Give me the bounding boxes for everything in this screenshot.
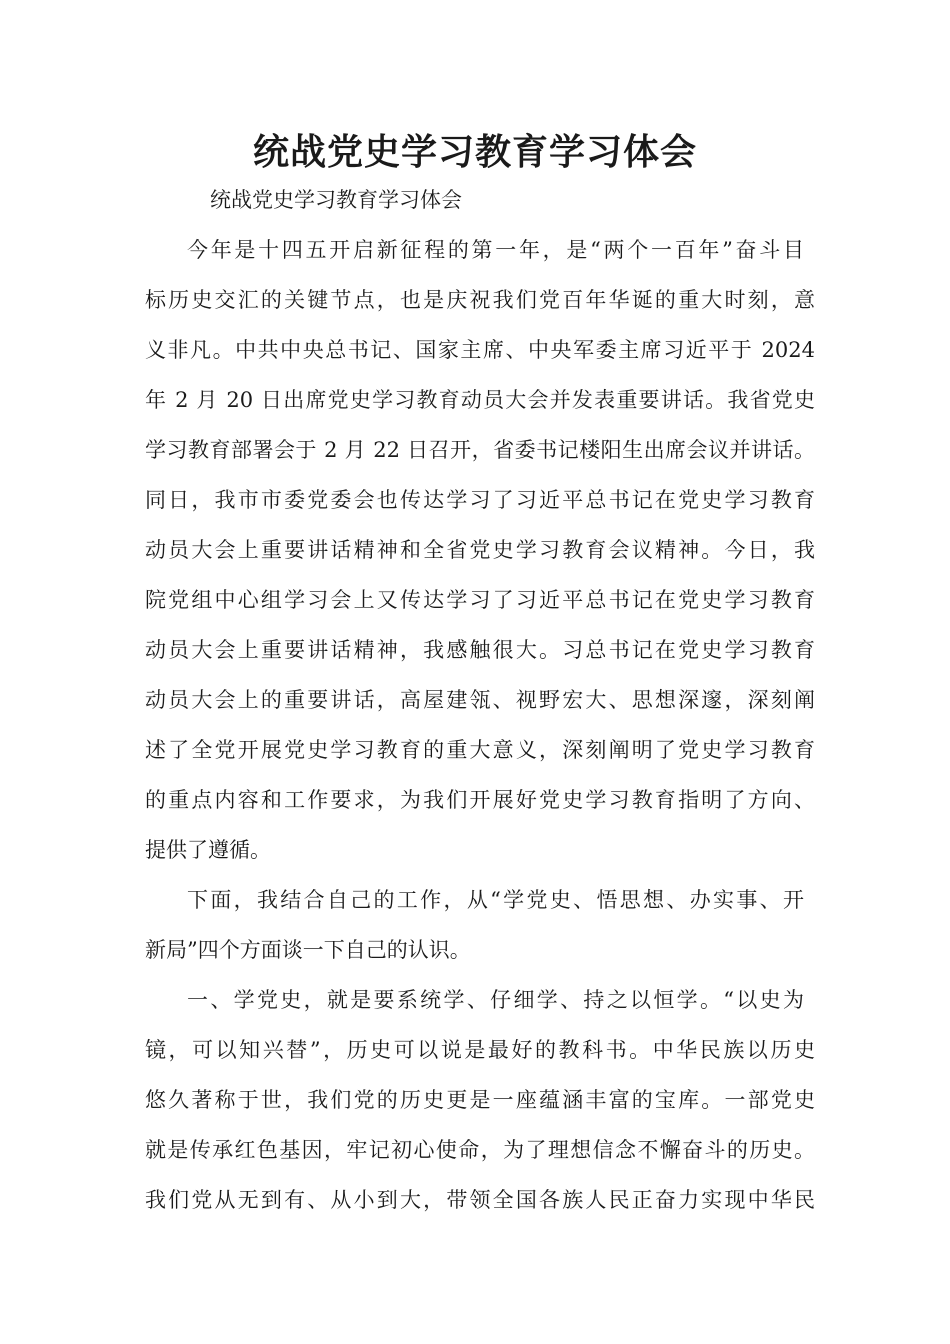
text-line: 动员大会上重要讲话精神，我感触很大。习总书记在党史学习教育 — [145, 638, 815, 662]
text-line: 一、学党史，就是要系统学、仔细学、持之以恒学。“以史为 — [187, 988, 804, 1012]
text-line: 年 2 月 20 日出席党史学习教育动员大会并发表重要讲话。我省党史 — [145, 388, 815, 412]
text-line: 镜，可以知兴替”，历史可以说是最好的教科书。中华民族以历史 — [145, 1038, 815, 1062]
text-line: 我们党从无到有、从小到大，带领全国各族人民正奋力实现中华民 — [145, 1188, 815, 1212]
text-line: 的重点内容和工作要求，为我们开展好党史学习教育指明了方向、 — [145, 788, 815, 812]
document-subtitle: 统战党史学习教育学习体会 — [210, 188, 462, 212]
text-line: 悠久著称于世，我们党的历史更是一座蕴涵丰富的宝库。一部党史 — [145, 1088, 815, 1112]
text-line: 动员大会上重要讲话精神和全省党史学习教育会议精神。今日，我 — [145, 538, 815, 562]
text-line: 提供了遵循。 — [145, 838, 271, 862]
text-line: 今年是十四五开启新征程的第一年，是“两个一百年”奋斗目 — [187, 238, 804, 262]
text-line: 同日，我市市委党委会也传达学习了习近平总书记在党史学习教育 — [145, 488, 815, 512]
text-line: 标历史交汇的关键节点，也是庆祝我们党百年华诞的重大时刻，意 — [145, 288, 815, 312]
text-line: 院党组中心组学习会上又传达学习了习近平总书记在党史学习教育 — [145, 588, 815, 612]
text-line: 述了全党开展党史学习教育的重大意义，深刻阐明了党史学习教育 — [145, 738, 815, 762]
text-line: 动员大会上的重要讲话，高屋建瓴、视野宏大、思想深邃，深刻阐 — [145, 688, 815, 712]
text-line: 义非凡。中共中央总书记、国家主席、中央军委主席习近平于 2024 — [145, 338, 815, 362]
document-title: 统战党史学习教育学习体会 — [252, 131, 697, 173]
text-line: 学习教育部署会于 2 月 22 日召开，省委书记楼阳生出席会议并讲话。 — [145, 438, 815, 462]
text-line: 新局”四个方面谈一下自己的认识。 — [145, 938, 471, 962]
text-line: 下面，我结合自己的工作，从“学党史、悟思想、办实事、开 — [187, 888, 804, 912]
text-line: 就是传承红色基因，牢记初心使命，为了理想信念不懈奋斗的历史。 — [145, 1138, 815, 1162]
